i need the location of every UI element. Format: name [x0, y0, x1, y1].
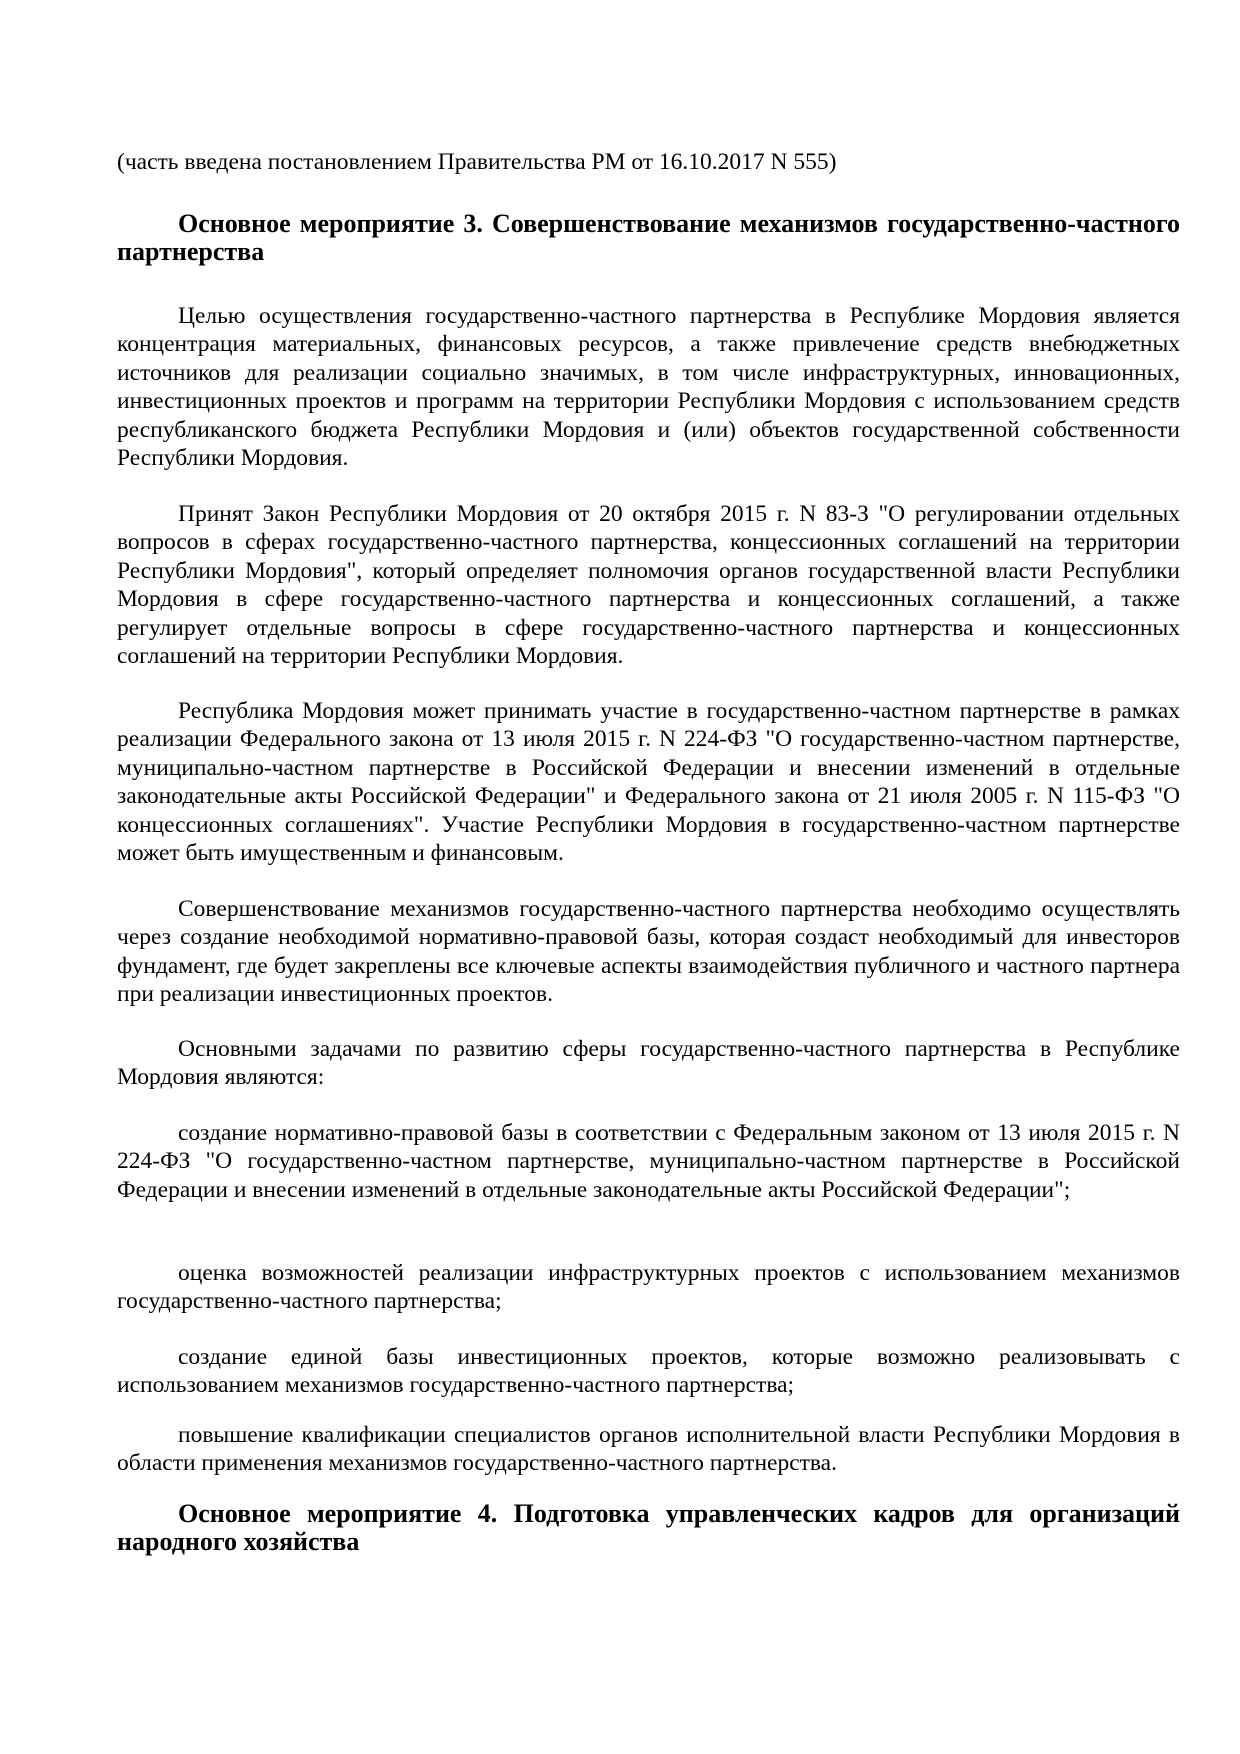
section-heading-3: Основное мероприятие 3. Совершенствование механизмов государственно-частного партнерства [117, 209, 1180, 267]
amendment-note: (часть введена постановлением Правительства РМ от 16.10.2017 N 555) [117, 149, 837, 175]
paragraph: Совершенствование механизмов государственно-частного партнерства необходимо осуществлять через создание необходимой нормативно-правовой базы, которая создаст необходимый для инвесторов фундамент, где будет закреплены все ключевые аспекты взаимодействия публичного и частного партнера при реализации инвестиционных проектов. [117, 896, 1180, 1008]
paragraph: Республика Мордовия может принимать участие в государственно-частном партнерстве в рамках реализации Федерального закона от 13 июля 2015 г. N 224-ФЗ "О государственно-частном партнерстве, муниципально-частном партнерстве в Российской Федерации и внесении изменений в отдельные законодательные акты Российской Федерации" и Федерального закона от 21 июля 2005 г. N 115-ФЗ "О концессионных соглашениях". Участие Республики Мордовия в государственно-частном партнерстве может быть имущественным и финансовым. [117, 698, 1180, 867]
list-item: оценка возможностей реализации инфраструктурных проектов с использованием механизмов государственно-частного партнерства; [117, 1260, 1180, 1315]
paragraph: Целью осуществления государственно-частного партнерства в Республике Мордовия является концентрация материальных, финансовых ресурсов, а также привлечение средств внебюджетных источников для реализации социально значимых, в том числе инфраструктурных, инновационных, инвестиционных проектов и программ на территории Республики Мордовия с использованием средств республиканского бюджета Республики Мордовия и (или) объектов государственной собственности Республики Мордовия. [117, 303, 1180, 472]
list-item: создание нормативно-правовой базы в соответствии с Федеральным законом от 13 июля 2015 г. N 224-ФЗ "О государственно-частном партнерстве, муниципально-частном партнерстве в Российской Федерации и внесении изменений в отдельные законодательные акты Российской Федерации"; [117, 1120, 1180, 1203]
section-heading-4: Основное мероприятие 4. Подготовка управленческих кадров для организаций народного хозяйства [117, 1499, 1180, 1557]
list-item: создание единой базы инвестиционных проектов, которые возможно реализовывать с использованием механизмов государственно-частного партнерства; [117, 1344, 1180, 1399]
paragraph: Основными задачами по развитию сферы государственно-частного партнерства в Республике Мордовия являются: [117, 1036, 1180, 1091]
paragraph: Принят Закон Республики Мордовия от 20 октября 2015 г. N 83-З "О регулировании отдельных вопросов в сферах государственно-частного партнерства, концессионных соглашений на территории Республики Мордовия", который определяет полномочия органов государственной власти Республики Мордовия в сфере государственно-частного партнерства и концессионных соглашений, а также регулирует отдельные вопросы в сфере государственно-частного партнерства и концессионных соглашений на территории Республики Мордовия. [117, 501, 1180, 670]
list-item: повышение квалификации специалистов органов исполнительной власти Республики Мордовия в области применения механизмов государственно-частного партнерства. [117, 1422, 1180, 1477]
